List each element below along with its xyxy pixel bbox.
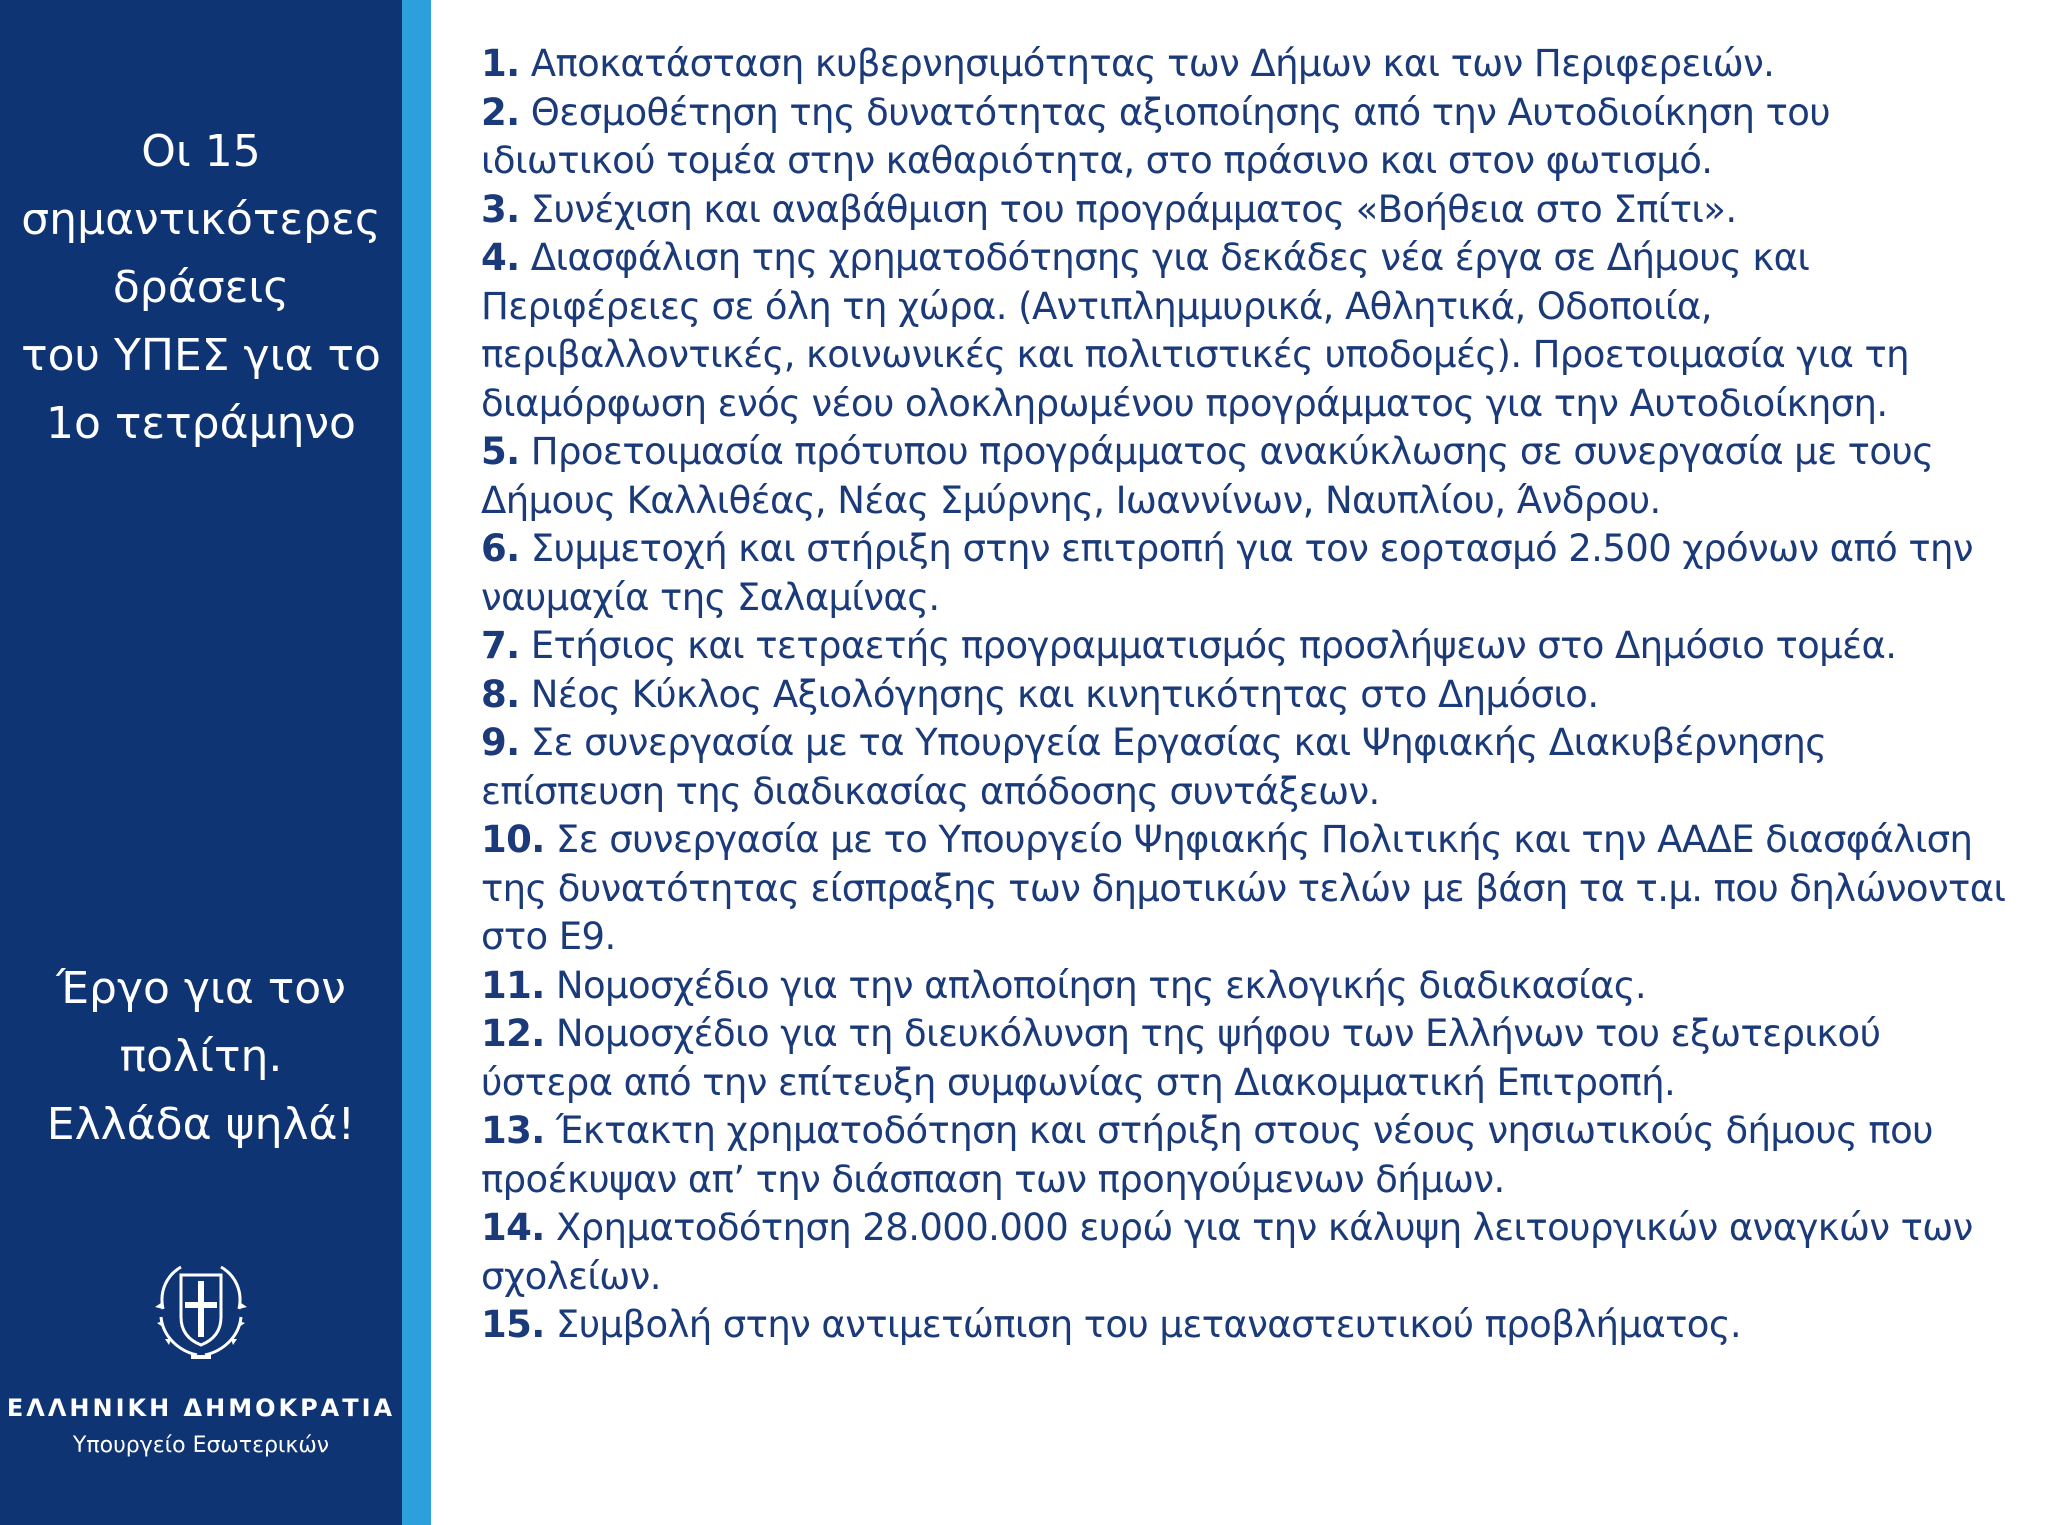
action-text: Συνέχιση και αναβάθμιση του προγράμματος «Βοήθεια στο Σπίτι». [530,187,1737,231]
action-text: Νομοσχέδιο για την απλοποίηση της εκλογικής διαδικασίας. [555,963,1647,1007]
action-item [481,816,2011,962]
heading-line: σημαντικότερες [21,194,381,245]
greek-coat-of-arms-icon [141,1247,261,1367]
action-text: Σε συνεργασία με τα Υπουργεία Εργασίας και Ψηφιακής Διακυβέρνησης επίσπευση της διαδικασίας απόδοσης συντάξεων. [481,721,1827,813]
action-item [481,719,2011,816]
action-number: 2. [481,90,520,134]
action-number: 3. [481,187,520,231]
action-item [481,962,2011,1011]
slogan-line: Ελλάδα ψηλά! [46,1099,356,1150]
action-text: Χρηματοδότηση 28.000.000 ευρώ για την κάλυψη λειτουργικών αναγκών των σχολείων. [481,1206,1973,1298]
action-text: Σε συνεργασία με το Υπουργείο Ψηφιακής Πολιτικής και την ΑΑΔΕ διασφάλιση της δυνατότητας είσπραξης των δημοτικών τελών με βάση τα τ.μ. που δηλώνονται στο Ε9. [481,818,2006,958]
action-text: Νέος Κύκλος Αξιολόγησης και κινητικότητας στο Δημόσιο. [530,672,1599,716]
action-item [481,234,2011,428]
heading-line: δράσεις [112,262,290,313]
heading-line: 1ο τετράμηνο [46,398,356,449]
sidebar-heading [0,118,402,458]
ministry-label: Υπουργείο Εσωτερικών [72,1433,330,1458]
action-item [481,525,2011,622]
action-number: 13. [481,1109,545,1152]
republic-label: ΕΛΛΗΝΙΚΗ ΔΗΜΟΚΡΑΤΙΑ [6,1394,396,1422]
action-text: Ετήσιος και τετραετής προγραμματισμός προσλήψεων στο Δημόσιο τομέα. [530,624,1897,667]
action-text: Νομοσχέδιο για τη διευκόλυνση της ψήφου των Ελλήνων του εξωτερικού ύστερα από την επίτευξη συμφωνίας στη Διακομματική Επιτροπή. [481,1012,1881,1104]
action-text: Προετοιμασία πρότυπου προγράμματος ανακύκλωσης σε συνεργασία με τους Δήμους Καλλιθέας, Νέας Σμύρνης, Ιωαννίνων, Ναυπλίου, Άνδρου. [481,430,1934,522]
action-number: 9. [481,721,520,764]
actions-list [481,40,2011,1350]
action-text: Συμμετοχή και στήριξη στην επιτροπή για τον εορτασμό 2.500 χρόνων από την ναυμαχία της Σαλαμίνας. [481,527,1973,619]
action-item [481,1107,2011,1204]
action-number: 12. [481,1012,545,1055]
action-number: 1. [481,42,520,85]
action-text: Αποκατάσταση κυβερνησιμότητας των Δήμων και των Περιφερειών. [530,42,1775,85]
action-item [481,89,2011,186]
action-number: 8. [481,672,520,716]
action-item [481,1204,2011,1301]
slogan [0,955,402,1159]
action-text: Έκτακτη χρηματοδότηση και στήριξη στους νέους νησιωτικούς δήμους που προέκυψαν απ’ την διάσπαση των προηγούμενων δήμων. [481,1109,1933,1201]
action-number: 15. [481,1303,545,1346]
action-number: 6. [481,527,520,570]
action-item [481,1301,2011,1350]
action-number: 5. [481,430,520,473]
action-text: Συμβολή στην αντιμετώπιση του μεταναστευτικού προβλήματος. [555,1303,1742,1346]
action-number: 14. [481,1206,545,1249]
accent-stripe [402,0,431,1525]
action-number: 10. [481,818,545,861]
action-number: 7. [481,624,520,667]
action-item [481,671,2011,720]
action-text: Διασφάλιση της χρηματοδότησης για δεκάδες νέα έργα σε Δήμους και Περιφέρειες σε όλη τη χώρα. (Αντιπλημμυρικά, Αθλητικά, Οδοποιία, περιβαλλοντικές, κοινωνικές και πολιτιστικές υποδομές). Προετοιμασία για τη διαμόρφωση ενός νέου ολοκληρωμένου προγράμματος για την Αυτοδιοίκηση. [481,236,1909,425]
action-item [481,622,2011,671]
heading-line: Οι 15 [141,126,261,177]
action-item [481,428,2011,525]
action-item [481,1010,2011,1107]
slogan-line: πολίτη. [119,1031,283,1082]
action-item [481,40,2011,89]
action-number: 4. [481,236,520,279]
slogan-line: Έργο για τον [56,963,346,1014]
heading-line: του ΥΠΕΣ για το [21,330,381,381]
action-number: 11. [481,963,545,1007]
action-text: Θεσμοθέτηση της δυνατότητας αξιοποίησης από την Αυτοδιοίκηση του ιδιωτικού τομέα στην καθαριότητα, στο πράσινο και στον φωτισμό. [481,90,1831,182]
action-item [481,186,2011,235]
